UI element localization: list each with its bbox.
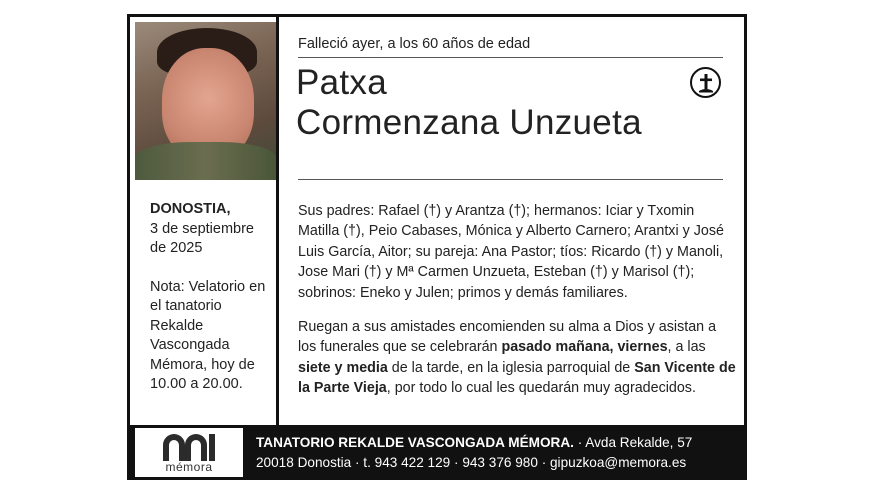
- funeral-home-footer: [130, 425, 744, 480]
- funeral-text-part: , por todo lo cual les quedarán muy agradecidos.: [386, 380, 696, 397]
- funeral-home-name-address: [256, 435, 692, 450]
- memora-m-mark: [160, 431, 218, 461]
- family-list: Sus padres: Rafael (†) y Arantza (†); hermanos: Iciar y Txomin Matilla (†), Peio Cabases, Mónica y Alberto Carnero; Arantxi y José Luis García, Aitor; su pareja: Ana Pastor; tíos: Ricardo (†) y Manoli, Jose Mari (†) y Mª Carmen Unzueta, Esteban (†) y Marisol (†); sobrinos: Eneko y Julen; primos y demás familiares.: [298, 203, 724, 301]
- memora-logo-icon: [135, 428, 243, 477]
- funeral-day: pasado mañana, viernes: [501, 339, 668, 356]
- wake-note: Nota: Velatorio en el tanatorio Rekalde Vascongada Mémora, hoy de 10.00 a 20.00.: [150, 278, 266, 392]
- deceased-last-name: Cormenzana Unzueta: [296, 103, 642, 142]
- portrait-photo: [135, 22, 276, 180]
- name-rule: [298, 179, 723, 180]
- funeral-text-part: de la tarde, en la iglesia parroquial de: [387, 359, 635, 376]
- top-rule: [298, 57, 723, 58]
- funeral-home-contact: 20018 Donostia · t. 943 422 129 · 943 376 980 · gipuzkoa@memora.es: [256, 455, 687, 470]
- funeral-text-part: Ruegan a sus amistades encomienden su alma a Dios y asistan a los funerales que se celebrarán: [298, 319, 717, 356]
- funeral-home-address: · Avda Rekalde, 57: [573, 435, 693, 450]
- funeral-church: San Vicente de la Parte Vieja: [298, 359, 736, 397]
- memora-logo-text: mémora: [165, 460, 213, 474]
- deceased-name: [296, 63, 642, 143]
- vertical-divider: [276, 17, 279, 425]
- funeral-home-name: TANATORIO REKALDE VASCONGADA MÉMORA.: [256, 435, 574, 450]
- location-date-block: [150, 200, 274, 395]
- funeral-time: siete y media: [298, 359, 388, 376]
- funeral-text-part: , a las: [667, 339, 706, 356]
- deceased-first-name: Patxa: [296, 63, 387, 102]
- cross-icon: [690, 67, 721, 98]
- death-date: 3 de septiembre de 2025: [150, 220, 254, 256]
- obituary-card: [127, 14, 747, 480]
- funeral-text: [298, 317, 736, 399]
- city: DONOSTIA,: [150, 201, 231, 217]
- death-announcement-line: Falleció ayer, a los 60 años de edad: [298, 36, 531, 52]
